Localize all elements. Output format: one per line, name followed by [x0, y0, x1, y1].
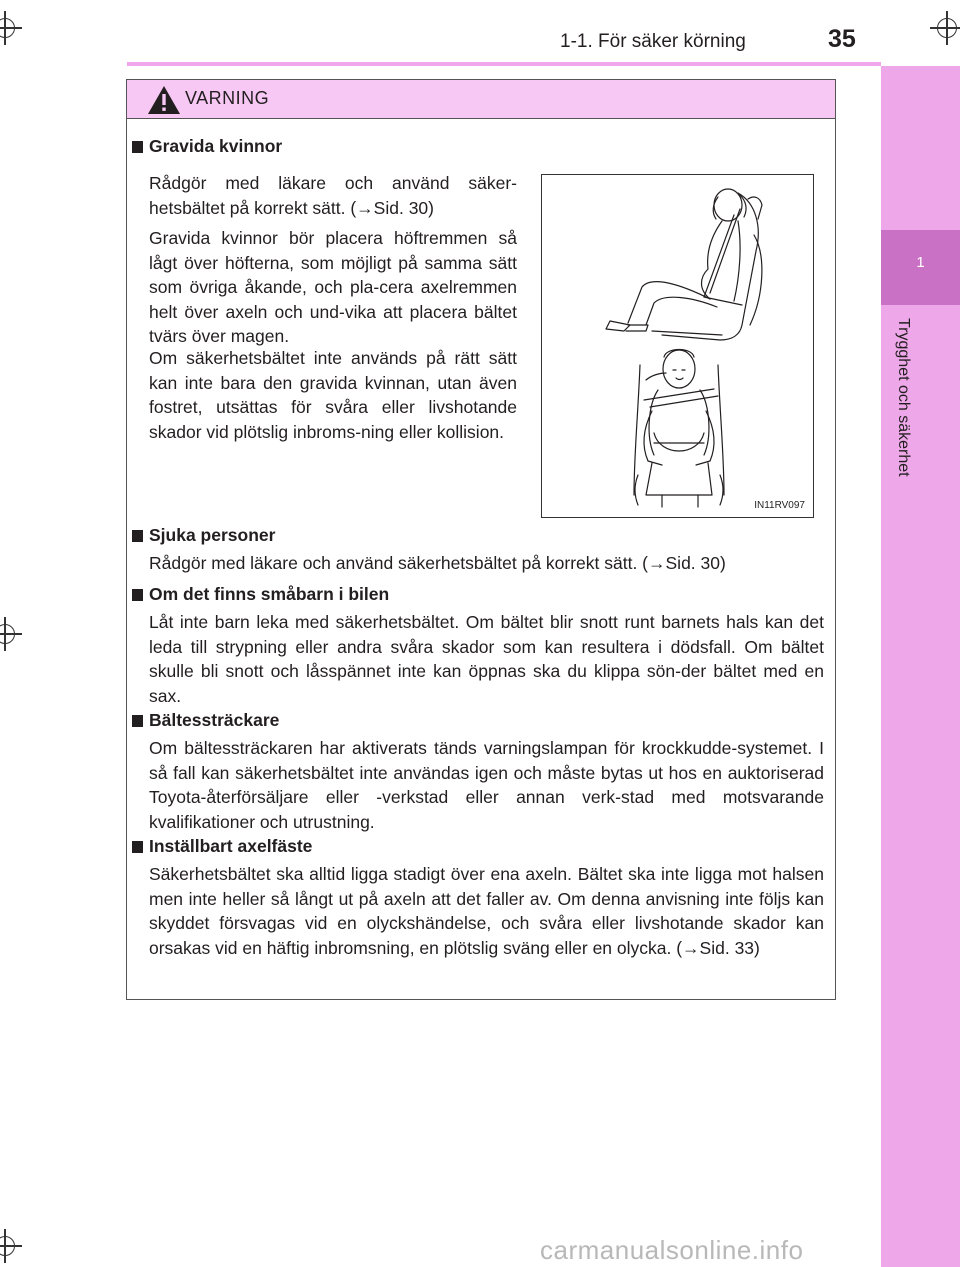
section-heading-pregnant-women: Gravida kvinnor	[127, 136, 282, 157]
section-title: 1-1. För säker körning	[560, 31, 746, 52]
registration-mark-top-left	[0, 11, 22, 45]
square-bullet-icon	[132, 841, 143, 853]
paragraph: Om säkerhetsbältet inte används på rätt sätt kan inte bara den gravida kvinnan, utan även fostret, utsättas för svåra eller livshotande skador vid plötslig inbroms-ning eller kollision.	[149, 348, 517, 442]
square-bullet-icon	[132, 589, 143, 601]
section-heading-sick-persons: Sjuka personer	[127, 525, 275, 546]
header-rule	[127, 62, 881, 66]
paragraph: Säkerhetsbältet ska alltid ligga stadigt över ena axeln. Bältet ska inte ligga mot halsen men inte heller så långt ut på axeln att det faller av. Om denna anvisning inte följs kan skyddet försvagas vid en olyckshändelse, och svåra eller livshotande skador kan orsakas vid en häftig inbromsning, en plötslig sväng eller en olycka. (→Sid. 33)	[149, 864, 824, 958]
square-bullet-icon	[132, 715, 143, 727]
section-heading-adjustable-shoulder-anchor: Inställbart axelfäste	[127, 836, 312, 857]
paragraph: Gravida kvinnor bör placera höftremmen så lågt över höfterna, som möjligt på samma sätt som övriga åkande, och pla-cera axelremmen helt över axeln och und-vika att placera bältet tvärs över magen.	[149, 228, 517, 347]
registration-mark-bottom-left	[0, 1229, 22, 1263]
square-bullet-icon	[132, 141, 143, 153]
warning-triangle-icon	[147, 85, 181, 115]
paragraph: Om bältessträckaren har aktiverats tänds varningslampan för krockkudde-systemet. I så fall kan säkerhetsbältet inte användas igen och måste bytas ut hos en auktoriserad Toyota-återförsäljare eller -verkstad eller annan verk-stad med motsvarande kvalifikationer och utrustning.	[149, 738, 824, 832]
paragraph: Rådgör med läkare och använd säker-hetsbältet på korrekt sätt. (→Sid. 30)	[149, 173, 517, 218]
chapter-number: 1	[916, 254, 925, 271]
pregnant-woman-seatbelt-illustration	[541, 174, 814, 518]
square-bullet-icon	[132, 530, 143, 542]
paragraph: Låt inte barn leka med säkerhetsbältet. Om bältet blir snott runt barnets hals kan det leda till strypning eller andra svåra skador som kan resultera i dödsfall. Om bältet skulle bli snott och låsspännet inte kan öppnas ska du klippa sön-der bältet med en sax.	[149, 612, 824, 706]
warning-label: VARNING	[185, 88, 270, 108]
illustration-code: IN11RV097	[754, 500, 805, 511]
registration-mark-top-right	[930, 11, 960, 45]
paragraph: Rådgör med läkare och använd säkerhetsbältet på korrekt sätt. (→Sid. 30)	[149, 553, 726, 573]
registration-mark-mid-left	[0, 617, 22, 651]
chapter-title: Trygghet och säkerhet	[895, 318, 912, 477]
section-heading-belt-pretensioner: Bältessträckare	[127, 710, 279, 731]
seatbelt-drawing	[542, 175, 813, 517]
page-number: 35	[828, 25, 856, 53]
warning-header	[127, 80, 835, 119]
footer-watermark: carmanualsonline.info	[540, 1235, 804, 1265]
section-heading-small-children: Om det finns småbarn i bilen	[127, 584, 389, 605]
